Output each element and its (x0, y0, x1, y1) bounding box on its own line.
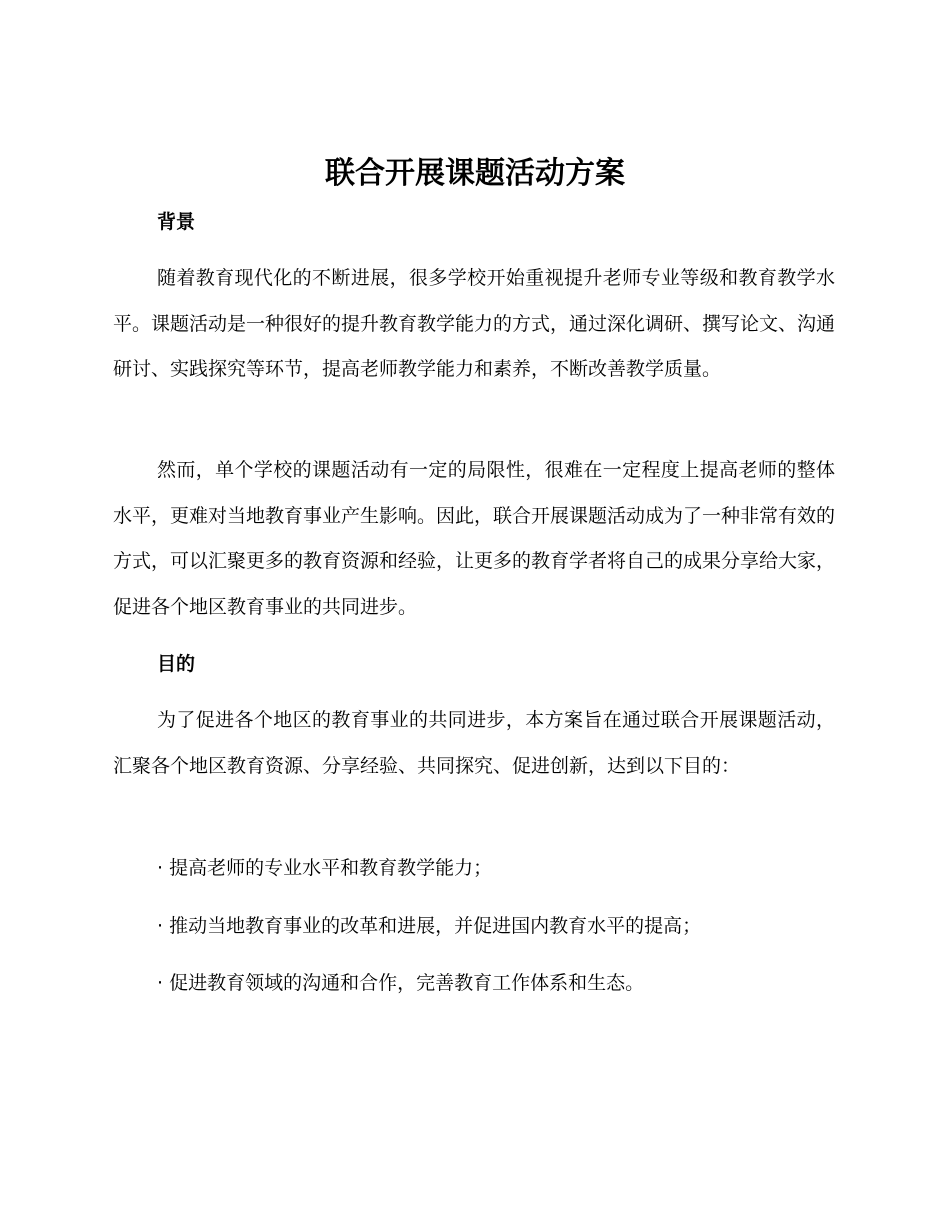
bullet-item: · 推动当地教育事业的改革和进展，并促进国内教育水平的提高； (157, 915, 702, 937)
paragraph-background-1: 随着教育现代化的不断进展，很多学校开始重视提升老师专业等级和教育教学水平。课题活动是一种很好的提升教育教学能力的方式，通过深化调研、撰写论文、沟通研讨、实践探究等环节，提高老师教学能力和素养，不断改善教学质量。 (113, 267, 836, 380)
document-title: 联合开展课题活动方案 (325, 156, 625, 191)
bullet-item: · 促进教育领域的沟通和合作，完善教育工作体系和生态。 (157, 972, 645, 994)
bullet-item: · 提高老师的专业水平和教育教学能力； (157, 857, 493, 879)
paragraph-purpose: 为了促进各个地区的教育事业的共同进步，本方案旨在通过联合开展课题活动，汇聚各个地区教育资源、分享经验、共同探究、促进创新，达到以下目的： (113, 709, 835, 777)
section-heading-background: 背景 (157, 211, 196, 233)
section-heading-purpose: 目的 (157, 653, 196, 675)
paragraph-background-2: 然而，单个学校的课题活动有一定的局限性，很难在一定程度上提高老师的整体水平，更难对当地教育事业产生影响。因此，联合开展课题活动成为了一种非常有效的方式，可以汇聚更多的教育资源和经验，让更多的教育学者将自己的成果分享给大家，促进各个地区教育事业的共同进步。 (113, 459, 836, 618)
